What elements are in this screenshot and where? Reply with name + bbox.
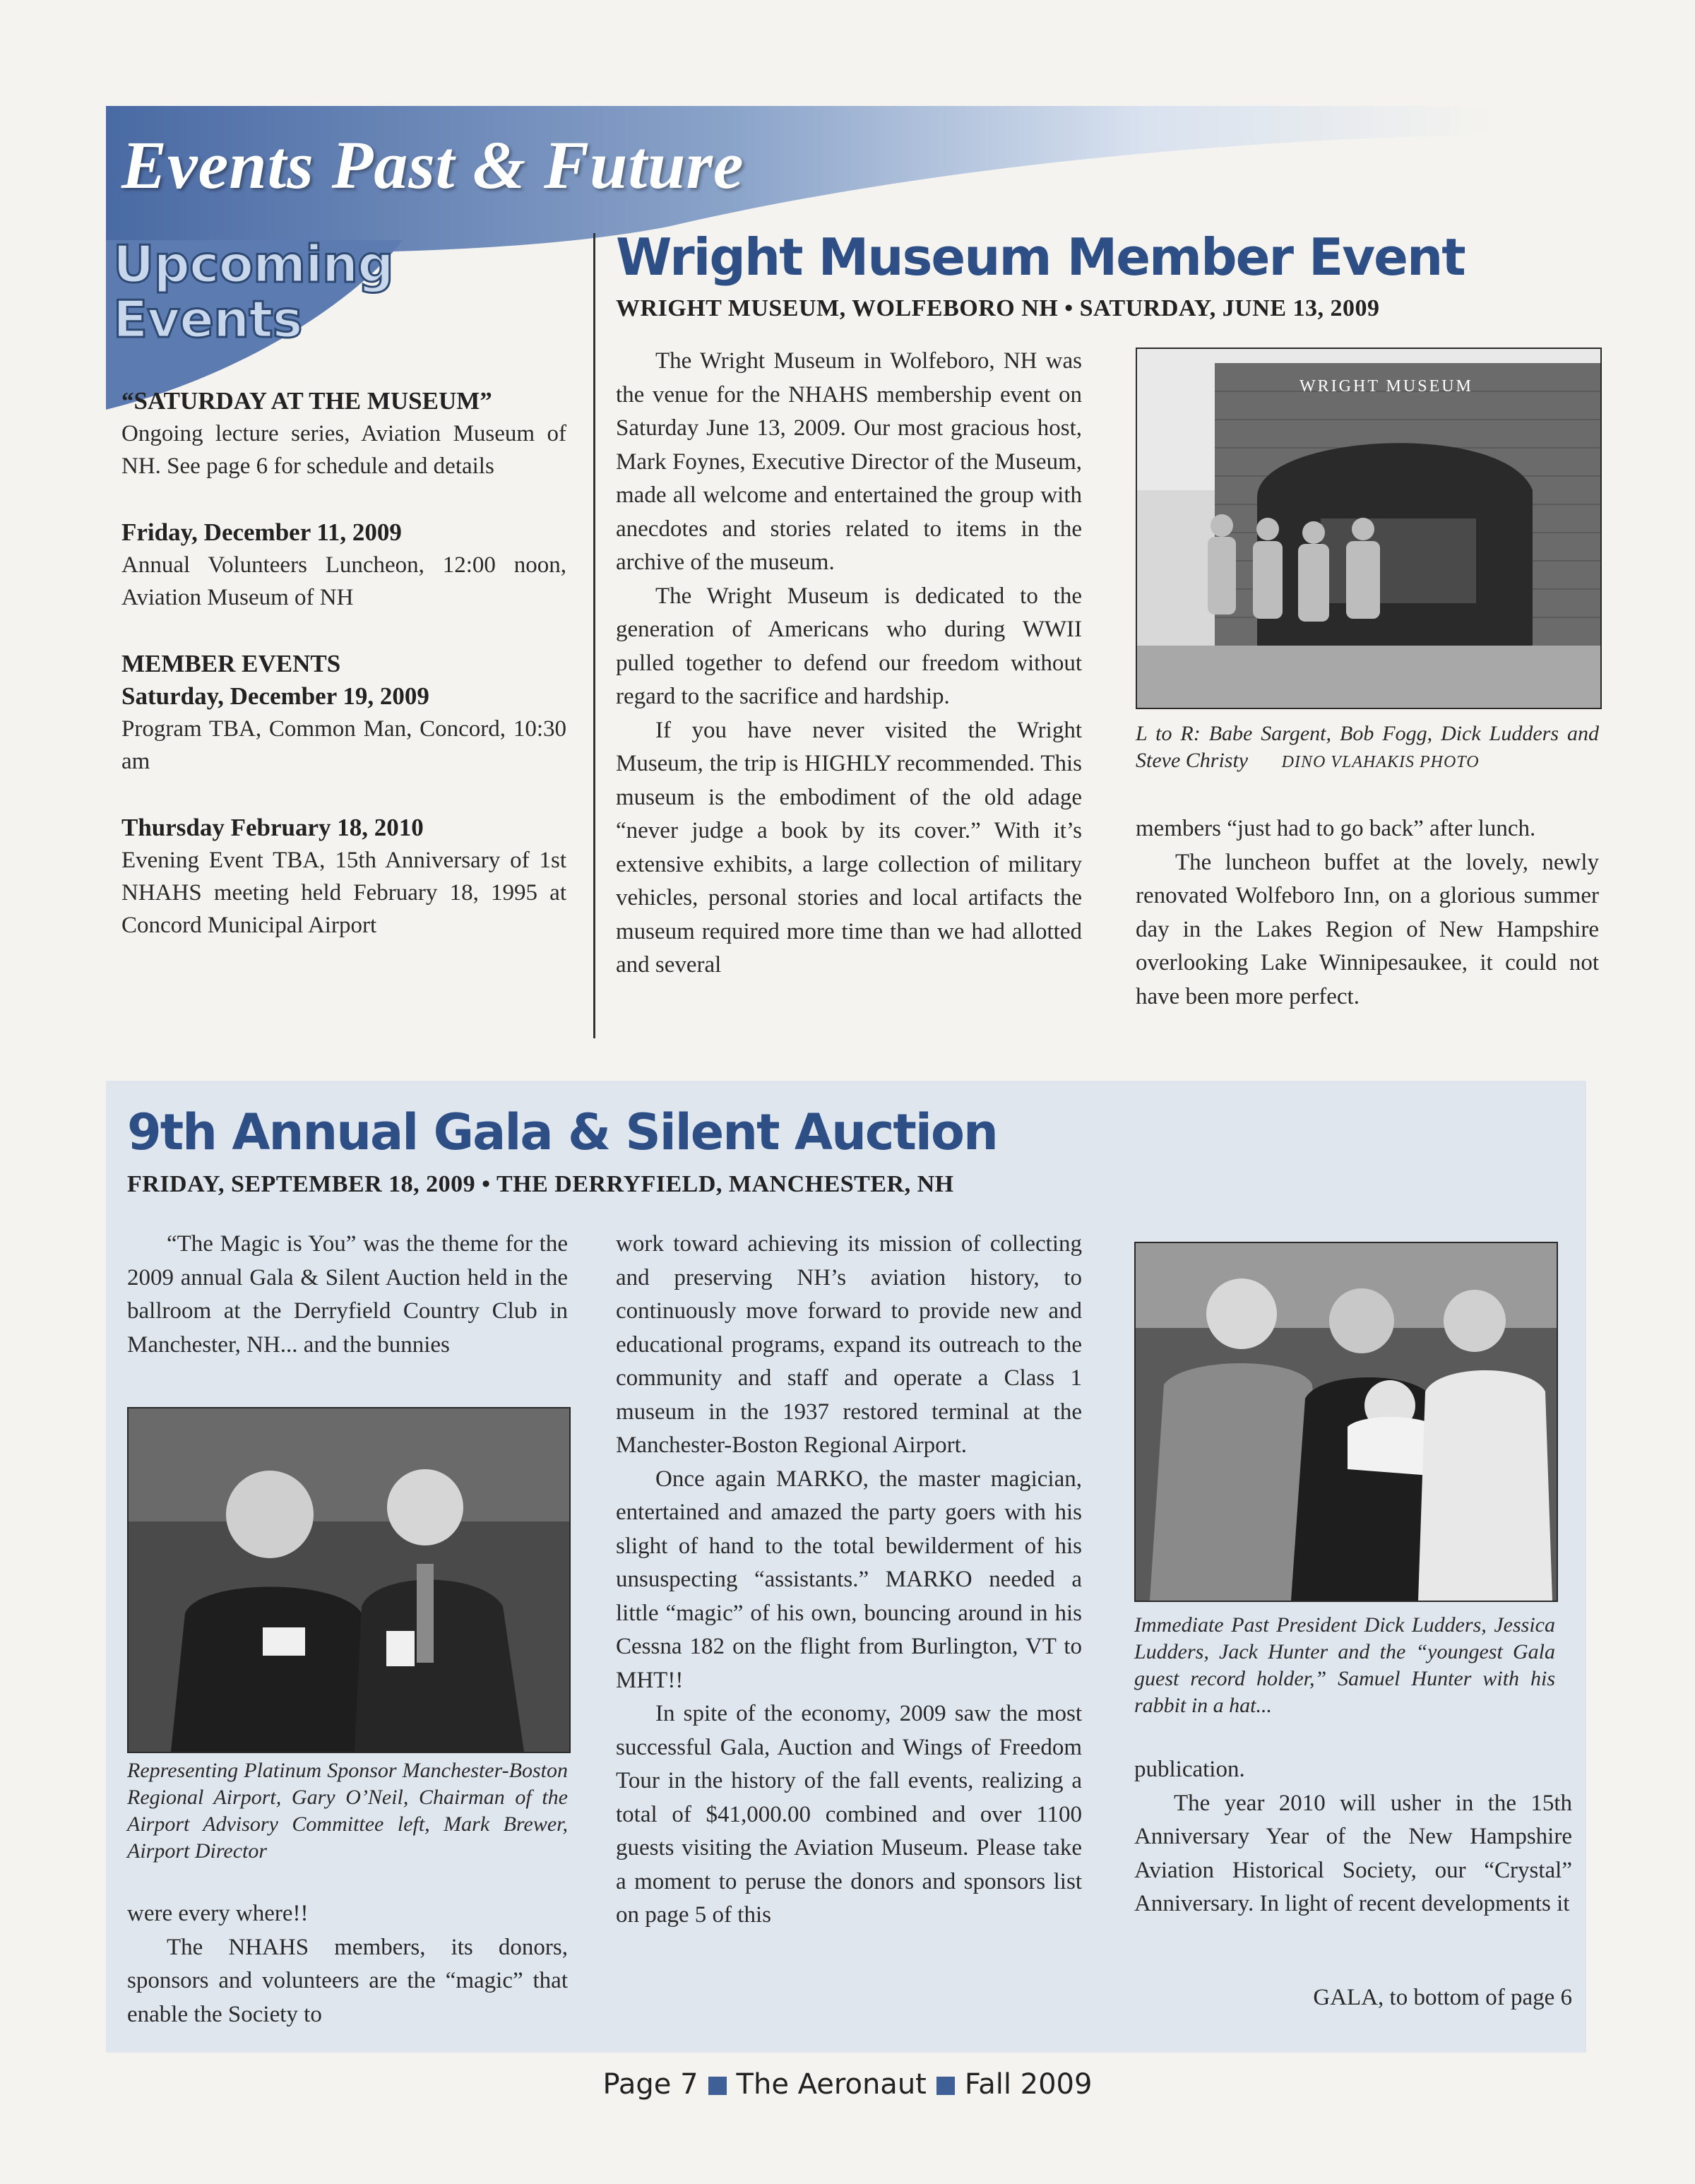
museum-sign: WRIGHT MUSEUM <box>1300 377 1473 396</box>
paragraph: In spite of the economy, 2009 saw the most successful Gala, Auction and Wings of Freedom Tour in the history of the fall events, realizing a total of $41,000.00 combined and over 1100 guests visiting the Aviation Museum. Please take a moment to peruse the donors and sponsors list on page 5 of this <box>616 1701 1082 1928</box>
paragraph: The Wright Museum is dedicated to the generation of Americans who during WWII pulled together to defend our freedom without regard to the sacrifice and hardship. <box>616 583 1082 709</box>
event-text: Ongoing lecture series, Aviation Museum of NH. See page 6 for schedule and details <box>121 421 566 479</box>
caption-text: L to R: Babe Sargent, Bob Fogg, Dick Ludders and Steve Christy <box>1136 722 1599 772</box>
gala-column-3 <box>1134 1753 1572 1921</box>
gala-photo-2-caption: Immediate Past President Dick Ludders, Jessica Ludders, Jack Hunter and the “youngest Gala guest record holder,” Samuel Hunter with his rabbit in a hat... <box>1134 1613 1555 1717</box>
paragraph: work toward achieving its mission of collecting and preserving NH’s aviation history, to continuously move forward to provide new and educational programs, expand its outreach to the community and staff and operate a Class 1 museum in the 1937 restored terminal at the Manchester-Boston Regional Airport. <box>616 1231 1082 1458</box>
column-divider <box>593 233 595 1038</box>
paragraph: Once again MARKO, the master magician, entertained and amazed the party goers with his slight of hand to the total bewilderment of his unsuspecting “assistants.” MARKO needed a little “magic” of his own, bouncing around in his Cessna 182 on the flight from Burlington, VT to MHT!! <box>616 1466 1082 1693</box>
event-item <box>121 385 566 482</box>
gala-subtitle: FRIDAY, SEPTEMBER 18, 2009 • THE DERRYFIELD, MANCHESTER, NH <box>127 1171 954 1197</box>
square-separator-icon <box>936 2077 955 2095</box>
gala-title: 9th Annual Gala & Silent Auction <box>127 1103 997 1161</box>
paragraph: The NHAHS members, its donors, sponsors and volunteers are the “magic” that enable the Society to <box>127 1934 568 2027</box>
paragraph: If you have never visited the Wright Museum, the trip is HIGHLY recommended. This museum is the embodiment of the old adage “never judge a book by its cover.” With it’s extensive exhibits, a large collection of military vehicles, personal stories and local artifacts the museum required more time than we had allotted and several <box>616 717 1082 978</box>
event-title: Thursday February 18, 2010 <box>121 814 424 841</box>
event-item <box>121 516 566 614</box>
gala-photo-2 <box>1134 1242 1558 1602</box>
gala-column-1-bottom <box>127 1897 568 2031</box>
museum-photo-image <box>1137 349 1600 708</box>
paragraph: The luncheon buffet at the lovely, newly renovated Wolfeboro Inn, on a glorious summer day in the Lakes Region of New Hampshire overlooking Lake Winnipesaukee, it could not have been more perfect. <box>1136 849 1599 1009</box>
upcoming-events-title: Upcoming Events <box>113 235 393 349</box>
wright-column-2 <box>1136 812 1599 1014</box>
wright-museum-photo <box>1136 348 1602 709</box>
publication-name: The Aeronaut <box>736 2068 927 2101</box>
issue-label: Fall 2009 <box>964 2068 1093 2101</box>
paragraph: publication. <box>1134 1757 1245 1782</box>
wright-subtitle: WRIGHT MUSEUM, WOLFEBORO NH • SATURDAY, JUNE 13, 2009 <box>616 295 1380 321</box>
paragraph: “The Magic is You” was the theme for the 2009 annual Gala & Silent Auction held in the ballroom at the Derryfield Country Club in Manchester, NH... and the bunnies <box>127 1231 568 1358</box>
event-text: Program TBA, Common Man, Concord, 10:30 am <box>121 716 566 774</box>
gala-photo-2-image <box>1136 1243 1557 1601</box>
event-item <box>121 648 566 778</box>
event-heading: MEMBER EVENTS <box>121 650 341 677</box>
gala-photo-1-image <box>129 1408 569 1752</box>
gala-photo-1 <box>127 1407 571 1753</box>
wright-photo-caption <box>1136 720 1599 776</box>
paragraph: The year 2010 will usher in the 15th Anniversary Year of the New Hampshire Aviation Historical Society, our “Crystal” Anniversary. In light of recent developments it <box>1134 1790 1572 1916</box>
gala-column-1-top <box>127 1228 568 1362</box>
photo-credit: DINO VLAHAKIS PHOTO <box>1281 753 1480 771</box>
wright-column-1 <box>616 345 1082 983</box>
wright-title: Wright Museum Member Event <box>616 227 1465 287</box>
event-item <box>121 812 566 942</box>
event-title: Saturday, December 19, 2009 <box>121 682 429 710</box>
page-footer <box>0 2068 1695 2101</box>
page-title: Events Past & Future <box>121 127 744 203</box>
paragraph: The Wright Museum in Wolfeboro, NH was the venue for the NHAHS membership event on Saturday June 13, 2009. Our most gracious host, Mark Foynes, Executive Director of the Museum, made all welcome and entertained the group with anecdotes and stories related to items in the archive of the museum. <box>616 348 1082 575</box>
gala-photo-1-caption: Representing Platinum Sponsor Manchester-Boston Regional Airport, Gary O’Neil, Chairman of the Airport Advisory Committee left, Mark Brewer, Airport Director <box>127 1759 568 1863</box>
upcoming-events-list <box>121 385 566 975</box>
page-number: Page 7 <box>602 2068 698 2101</box>
gala-column-2 <box>616 1228 1082 1933</box>
paragraph: were every where!! <box>127 1901 309 1926</box>
event-title: Friday, December 11, 2009 <box>121 518 402 546</box>
paragraph: members “just had to go back” after lunch. <box>1136 816 1536 841</box>
event-text: Annual Volunteers Luncheon, 12:00 noon, Aviation Museum of NH <box>121 552 566 610</box>
continued-notice: GALA, to bottom of page 6 <box>1313 1985 1572 2010</box>
square-separator-icon <box>708 2077 727 2095</box>
event-title: “SATURDAY AT THE MUSEUM” <box>121 387 492 415</box>
event-text: Evening Event TBA, 15th Anniversary of 1st NHAHS meeting held February 18, 1995 at Concord Municipal Airport <box>121 848 566 938</box>
